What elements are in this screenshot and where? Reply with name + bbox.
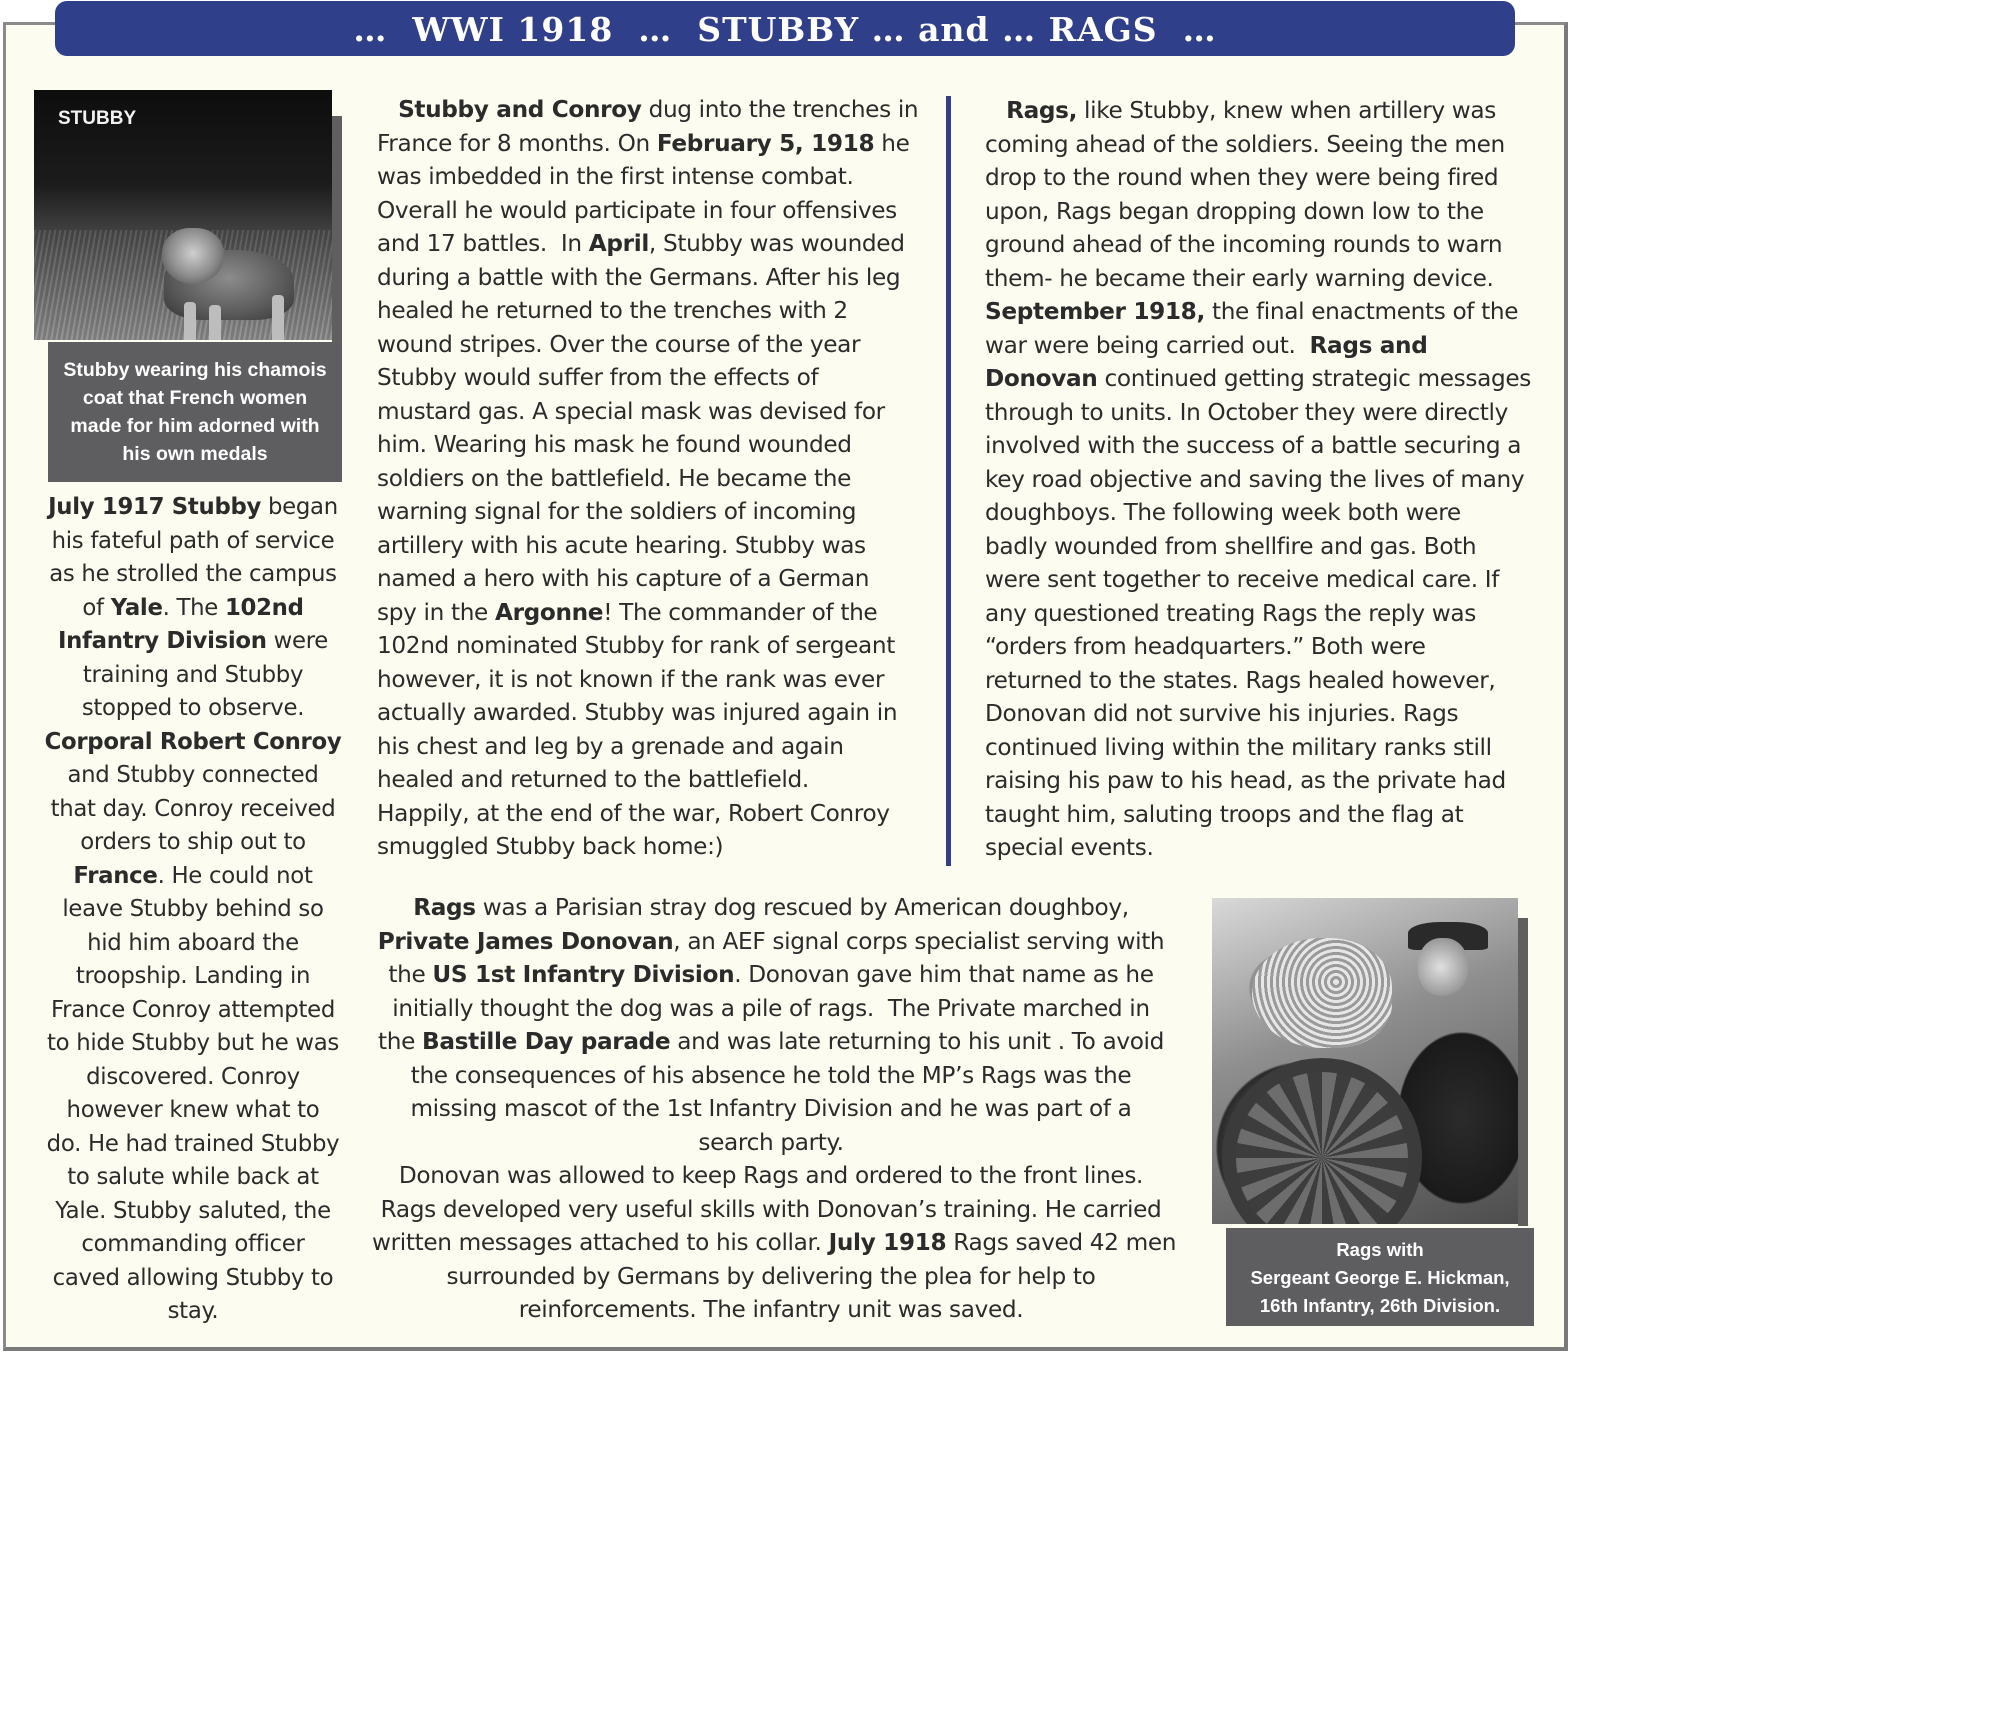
text-run: smuggled Stubby back home:) [377,833,724,860]
text-run: ! The commander of the [603,598,878,626]
text-run: were [266,628,329,654]
photo-shadow [1518,918,1528,1226]
text-run: , an AEF signal corps specialist serving with [673,927,1165,955]
text-run: healed he returned to the trenches with 2 [377,297,848,324]
text-line [985,295,1545,329]
text-line [985,831,1545,865]
text-run: artillery with his acute hearing. Stubby was [377,531,866,559]
text-line [372,925,1170,959]
text-line [985,329,1545,363]
text-line [377,261,937,295]
caption-line: made for him adorned with [70,415,320,437]
text-run: . The [162,594,225,621]
text-run: war were being carried out. [985,331,1310,359]
bold-phrase: Rags and [1309,331,1428,359]
text-run: as he strolled the campus [49,561,337,587]
page-title-banner: … WWI 1918 … STUBBY … and … RAGS … [55,1,1515,56]
text-run: raising his paw to his head, as the private had [985,767,1506,794]
text-line [36,1262,350,1296]
bold-phrase: 102nd [224,594,304,621]
text-run: warning signal for the soldiers of incoming [377,498,857,525]
text-run: continued living within the military ranks still [985,733,1492,761]
text-line [377,395,937,429]
text-run: the final enactments of the [1204,298,1519,325]
bold-phrase: US 1st Infantry Division [432,961,735,988]
text-run: spy in the [377,598,495,626]
dog-leg [272,295,284,340]
text-run: his chest and leg by a grenade and again [377,732,844,760]
text-run: his fateful path of service [51,527,335,554]
stubby-origin-column [36,491,350,1329]
text-line [377,462,937,496]
rags-origin-column [372,891,1177,1327]
text-run: him. Wearing his mask he found wounded [377,431,852,458]
text-run: stay. [167,1298,219,1324]
text-line [372,1159,1170,1193]
caption-line: his own medals [122,443,268,465]
text-line [36,1027,350,1061]
text-line [36,1128,350,1162]
text-line [36,927,350,961]
rags-service-column [985,94,1545,865]
text-line [372,1059,1170,1093]
dog-head [162,228,224,284]
text-line [377,160,937,194]
text-line [985,530,1545,564]
stubby-photo-label: STUBBY [58,108,137,129]
text-line [985,463,1545,497]
text-line [377,428,937,462]
text-line [985,161,1545,195]
text-line [377,361,937,395]
text-run: search party. [698,1128,844,1156]
stubby-photo-caption [48,342,342,482]
rags-photo-caption [1226,1228,1534,1326]
bold-phrase: July 1918 [828,1229,947,1256]
text-run: written messages attached to his collar. [372,1229,829,1256]
text-run: do. He had trained Stubby [46,1130,340,1157]
text-line [985,697,1545,731]
text-line [985,128,1545,162]
text-run: drop to the round when they were being fired [985,164,1499,191]
text-run [377,96,398,123]
text-line [377,93,937,127]
text-run: , Stubby was wounded [648,230,905,257]
text-line [36,659,350,693]
text-line [985,597,1545,631]
text-run: was imbedded in the first intense combat. [377,163,854,190]
text-run: badly wounded from shellfire and gas. Both [985,532,1477,560]
text-line [377,328,937,362]
bold-phrase: July 1917 Stubby [48,494,262,520]
bold-phrase: Argonne [494,598,604,626]
text-run: France Conroy attempted [50,996,335,1023]
text-run: Donovan did not survive his injuries. Rags [985,700,1459,727]
text-run [985,97,1006,124]
caption-line: 16th Infantry, 26th Division. [1259,1295,1501,1316]
text-line [985,262,1545,296]
bold-phrase: Bastille Day parade [422,1028,671,1055]
text-line [36,1161,350,1195]
text-line [36,491,350,525]
text-line [36,726,350,760]
dog-leg [184,302,196,340]
text-run: . He could not [157,862,313,889]
text-run: discovered. Conroy [86,1063,300,1090]
text-line [377,596,937,630]
text-run: France for 8 months. On [377,129,657,157]
text-line [377,629,937,663]
stubby-photo [34,90,332,340]
text-line [985,396,1545,430]
soldier-head [1418,938,1468,996]
text-line [985,798,1545,832]
text-line [372,958,1170,992]
text-run: continued getting strategic messages [1097,365,1532,392]
text-run: Overall he would participate in four offensives [377,196,897,224]
text-run: coming ahead of the soldiers. Seeing the men [985,130,1505,158]
text-line [377,294,937,328]
text-line [985,664,1545,698]
text-line [36,558,350,592]
text-run: Happily, at the end of the war, Robert Conroy [377,799,890,827]
text-run: Stubby would suffer from the effects of [377,364,819,391]
stubby-service-column [377,93,937,864]
text-run: Rags saved 42 men [946,1229,1177,1256]
text-line [372,992,1170,1026]
text-line [985,731,1545,765]
text-line [985,195,1545,229]
text-run: to salute while back at [67,1164,319,1190]
text-run: Donovan was allowed to keep Rags and ordered to the front lines. [398,1162,1144,1189]
text-run: the [388,961,433,988]
bold-phrase: France [73,862,158,889]
text-run: wound stripes. Over the course of the year [377,330,861,358]
text-line [377,730,937,764]
text-line [372,1092,1170,1126]
text-line [372,1293,1170,1327]
text-run: ground ahead of the incoming rounds to warn [985,231,1503,258]
text-line [985,496,1545,530]
text-run: training and Stubby [82,661,304,688]
text-line [985,228,1545,262]
text-line [36,1061,350,1095]
rags-dog [1252,938,1392,1048]
caption-line: Rags with [1336,1239,1424,1260]
text-run: stopped to observe. [81,695,305,721]
bold-phrase: Rags, [1006,97,1078,124]
text-run: hid him aboard the [87,929,299,956]
text-line [377,763,937,797]
text-line [36,592,350,626]
text-run: leave Stubby behind so [62,896,324,922]
text-run: Rags developed very useful skills with Donovan’s training. He carried [380,1195,1162,1223]
column-divider [946,96,951,866]
text-line [985,94,1545,128]
text-line [36,692,350,726]
text-run: . Donovan gave him that name as he [734,961,1154,988]
text-run: during a battle with the Germans. After his leg [377,263,901,291]
text-run: healed and returned to the battlefield. [377,766,809,793]
bold-phrase: Rags [413,894,476,921]
text-line [377,562,937,596]
text-run: Yale. Stubby saluted, the [55,1197,331,1224]
text-line [36,1228,350,1262]
bold-phrase: February 5, 1918 [656,129,875,157]
bold-phrase: Corporal Robert Conroy [44,728,342,755]
text-run: was a Parisian stray dog rescued by American doughboy, [475,894,1129,921]
text-line [36,525,350,559]
text-line [36,759,350,793]
text-line [985,362,1545,396]
text-line [377,495,937,529]
text-run: initially thought the dog was a pile of rags. The Private marched in [392,994,1150,1022]
text-line [377,797,937,831]
text-line [377,529,937,563]
text-run: however knew what to [66,1097,320,1123]
bold-phrase: September 1918, [985,298,1205,325]
text-run: reinforcements. The infantry unit was saved. [518,1296,1024,1323]
bold-phrase: Donovan [985,365,1098,392]
caption-line: Sergeant George E. Hickman, [1250,1267,1510,1288]
text-run: like Stubby, knew when artillery was [1077,97,1497,124]
text-run: surrounded by Germans by delivering the plea for help to [446,1262,1096,1290]
text-run: doughboys. The following week both were [985,499,1461,526]
text-line [372,1226,1177,1260]
text-line [372,1025,1170,1059]
text-run: that day. Conroy received [50,795,336,822]
bold-phrase: Stubby and Conroy [398,96,642,123]
text-run: involved with the success of a battle securing a [985,432,1522,459]
text-run: returned to the states. Rags healed however, [985,666,1496,694]
text-line [36,793,350,827]
text-line [36,893,350,927]
text-run: missing mascot of the 1st Infantry Division and he was part of a [410,1095,1132,1122]
text-line [372,1126,1170,1160]
text-run: “orders from headquarters.” Both were [985,633,1426,660]
text-run: the [378,1028,423,1055]
text-run: actually awarded. Stubby was injured again in [377,699,898,726]
text-run: mustard gas. A special mask was devised for [377,397,885,425]
caption-line: Stubby wearing his chamois [63,359,327,381]
bold-phrase: Infantry Division [57,628,267,654]
text-run: them- he became their early warning device. [985,264,1494,292]
text-run: began [261,494,338,520]
text-run: orders to ship out to [80,829,306,855]
text-line [377,227,937,261]
text-run: any questioned treating Rags the reply was [985,599,1476,627]
text-line [36,1094,350,1128]
text-run: and Stubby connected [67,762,319,788]
bold-phrase: April [588,230,649,257]
text-line [36,860,350,894]
text-line [372,891,1170,925]
text-run: to hide Stubby but he was [46,1030,339,1056]
text-line [36,625,350,659]
text-run: key road objective and saving the lives of many [985,465,1525,493]
text-run: taught him, saluting troops and the flag at [985,800,1464,828]
text-line [372,1260,1170,1294]
text-line [36,994,350,1028]
text-run: and was late returning to his unit . To avoid [670,1028,1164,1055]
text-run: were sent together to receive medical care. If [985,566,1500,593]
text-run: special events. [985,834,1154,861]
text-line [372,1193,1170,1227]
text-line [36,1195,350,1229]
text-run: upon, Rags began dropping down low to the [985,197,1484,225]
text-run: through to units. In October they were directly [985,398,1508,426]
text-line [377,194,937,228]
text-line [377,663,937,697]
text-run: however, it is not known if the rank was ever [377,665,885,693]
text-run: he [874,129,910,157]
text-line [377,830,937,864]
text-line [377,127,937,161]
text-run: named a hero with his capture of a German [377,565,870,592]
cannon-wheel [1222,1058,1422,1224]
text-run: troopship. Landing in [75,963,311,989]
bold-phrase: Yale [110,594,163,621]
text-run: of [82,594,111,621]
text-line [377,696,937,730]
text-line [36,1295,350,1329]
text-line [985,429,1545,463]
text-run: commanding officer [81,1231,305,1257]
text-line [36,960,350,994]
text-run: the consequences of his absence he told the MP’s Rags was the [410,1061,1132,1089]
text-run: 102nd nominated Stubby for rank of sergeant [377,632,895,659]
text-line [36,826,350,860]
rags-photo [1212,898,1518,1224]
text-run: soldiers on the battlefield. He became the [377,464,851,492]
caption-line: coat that French women [82,387,308,409]
bold-phrase: Private James Donovan [377,927,674,955]
text-line [985,764,1545,798]
text-line [985,630,1545,664]
text-run: dug into the trenches in [641,96,919,123]
text-run: caved allowing Stubby to [52,1264,334,1291]
text-run: and 17 battles. In [377,230,589,257]
text-line [985,563,1545,597]
dog-leg [209,305,221,340]
